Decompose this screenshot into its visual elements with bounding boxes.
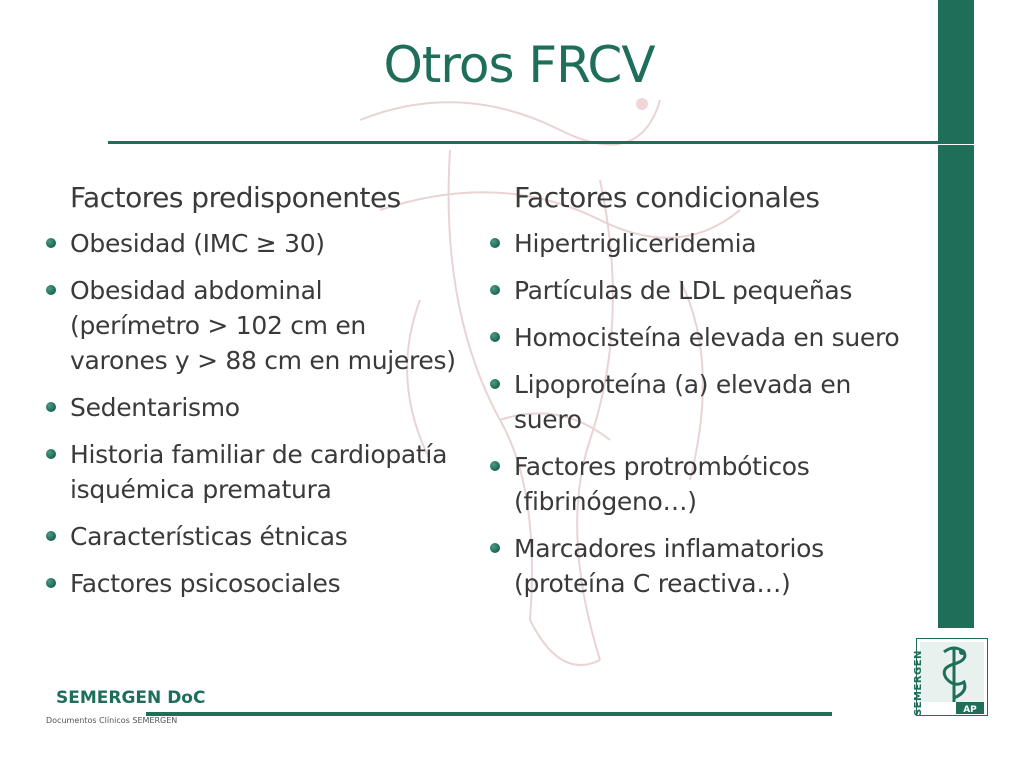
left-column-list xyxy=(46,226,456,601)
list-item xyxy=(490,531,910,601)
footer-subtitle: Documentos Clínicos SEMERGEN xyxy=(46,716,178,725)
logo-badge: AP xyxy=(963,705,977,715)
left-column xyxy=(46,178,456,613)
list-item-text: Factores protrombóticos (fibrinógeno…) xyxy=(514,452,810,516)
bullet-icon xyxy=(490,461,500,471)
left-column-heading: Factores predisponentes xyxy=(70,181,401,214)
footer-divider xyxy=(146,712,832,716)
list-item xyxy=(490,226,910,261)
list-item xyxy=(46,273,456,378)
bullet-icon xyxy=(46,449,56,459)
bullet-icon xyxy=(46,402,56,412)
list-item-text: Homocisteína elevada en suero xyxy=(514,323,900,352)
bullet-icon xyxy=(490,285,500,295)
list-item xyxy=(490,273,910,308)
list-item-text: Obesidad (IMC ≥ 30) xyxy=(70,229,325,258)
list-item-text: Características étnicas xyxy=(70,522,348,551)
right-accent-bar xyxy=(938,0,974,628)
title-divider xyxy=(108,141,974,144)
list-item xyxy=(46,437,456,507)
bullet-icon xyxy=(490,238,500,248)
right-column-heading: Factores condicionales xyxy=(514,181,820,214)
list-item xyxy=(46,226,456,261)
list-item xyxy=(46,519,456,554)
list-item xyxy=(46,390,456,425)
bullet-icon xyxy=(490,379,500,389)
list-item-text: Partículas de LDL pequeñas xyxy=(514,276,853,305)
list-item-text: Sedentarismo xyxy=(70,393,240,422)
bullet-icon xyxy=(46,531,56,541)
list-item xyxy=(490,367,910,437)
list-item xyxy=(490,320,910,355)
right-column-list xyxy=(490,226,910,601)
list-item xyxy=(490,449,910,519)
list-item-text: Factores psicosociales xyxy=(70,569,341,598)
footer-brand: SEMERGEN DoC xyxy=(56,688,206,708)
bullet-icon xyxy=(46,578,56,588)
bullet-icon xyxy=(490,543,500,553)
list-item-text: Hipertrigliceridemia xyxy=(514,229,757,258)
right-column xyxy=(490,178,910,613)
list-item-text: Obesidad abdominal (perímetro > 102 cm en varones y > 88 cm en mujeres) xyxy=(70,276,456,375)
list-item xyxy=(46,566,456,601)
list-item-text: Historia familiar de cardiopatía isquémica prematura xyxy=(70,440,448,504)
list-item-text: Marcadores inflamatorios (proteína C reactiva…) xyxy=(514,534,824,598)
bullet-icon xyxy=(46,285,56,295)
bullet-icon xyxy=(46,238,56,248)
logo-wordmark: SEMERGEN xyxy=(913,650,924,716)
caduceus-icon xyxy=(916,638,988,716)
slide-title: Otros FRCV xyxy=(383,36,655,94)
bullet-icon xyxy=(490,332,500,342)
list-item-text: Lipoproteína (a) elevada en suero xyxy=(514,370,852,434)
